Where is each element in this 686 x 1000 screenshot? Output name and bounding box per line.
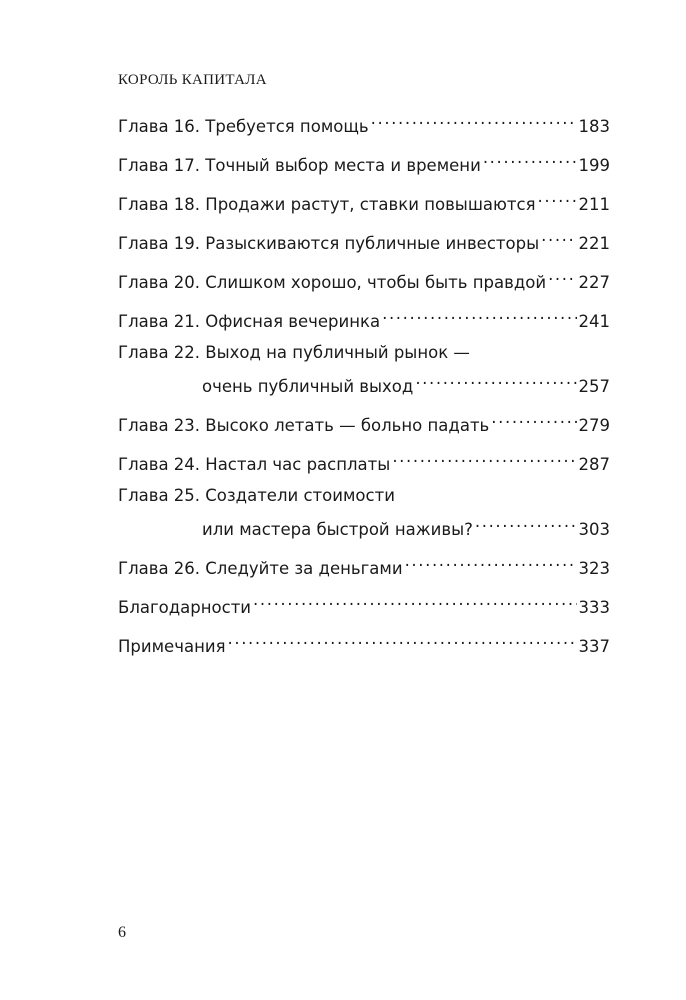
dot-leader — [405, 548, 577, 574]
dot-leader — [392, 444, 576, 470]
toc-page-number: 279 — [578, 416, 610, 435]
toc-entry-title: Глава 19. Разыскиваются публичные инвесторы — [118, 234, 540, 253]
toc-entry-acknowledgments[interactable] — [118, 587, 610, 617]
toc-entry-title: Глава 21. Офисная вечеринка — [118, 312, 381, 331]
table-of-contents — [118, 106, 610, 665]
toc-entry-ch17[interactable] — [118, 145, 610, 175]
toc-entry-title-continued: очень публичный выход — [202, 377, 414, 396]
toc-entry-title: Глава 16. Требуется помощь — [118, 117, 369, 136]
dot-leader — [483, 145, 577, 171]
dot-leader — [228, 626, 577, 652]
toc-page-number: 303 — [578, 520, 610, 539]
toc-entry-title: Глава 17. Точный выбор места и времени — [118, 156, 481, 175]
toc-entry-ch23[interactable] — [118, 405, 610, 435]
toc-page-number: 183 — [578, 117, 610, 136]
toc-entry-title: Глава 18. Продажи растут, ставки повышаются — [118, 195, 536, 214]
dot-leader — [382, 301, 576, 327]
toc-page-number: 199 — [578, 156, 610, 175]
toc-entry-ch16[interactable] — [118, 106, 610, 136]
dot-leader — [475, 509, 577, 535]
toc-entry-title: Глава 26. Следуйте за деньгами — [118, 559, 403, 578]
dot-leader — [371, 106, 577, 132]
toc-entry-ch22[interactable] — [118, 340, 610, 396]
toc-entry-title: Глава 24. Настал час расплаты — [118, 455, 391, 474]
dot-leader — [415, 366, 576, 392]
dot-leader — [548, 262, 576, 288]
toc-entry-ch24[interactable] — [118, 444, 610, 474]
toc-entry-ch20[interactable] — [118, 262, 610, 292]
toc-entry-notes[interactable] — [118, 626, 610, 656]
toc-entry-title: Глава 23. Высоко летать — больно падать — [118, 416, 490, 435]
toc-page-number: 211 — [578, 195, 610, 214]
toc-entry-title: Примечания — [118, 637, 226, 656]
dot-leader — [541, 223, 576, 249]
toc-entry-ch18[interactable] — [118, 184, 610, 214]
toc-entry-ch19[interactable] — [118, 223, 610, 253]
toc-entry-title-continued: или мастера быстрой наживы? — [202, 520, 473, 539]
toc-page-number: 287 — [578, 455, 610, 474]
toc-page-number: 227 — [578, 273, 610, 292]
dot-leader — [253, 587, 576, 613]
toc-page-number: 323 — [578, 559, 610, 578]
toc-page-number: 221 — [578, 234, 610, 253]
dot-leader — [538, 184, 577, 210]
toc-entry-title: Глава 20. Слишком хорошо, чтобы быть правдой — [118, 273, 547, 292]
toc-page-number: 257 — [578, 377, 610, 396]
toc-page-number: 333 — [578, 598, 610, 617]
page-number: 6 — [118, 924, 126, 941]
running-head: КОРОЛЬ КАПИТАЛА — [118, 72, 267, 88]
toc-page-number: 337 — [578, 637, 610, 656]
toc-entry-ch21[interactable] — [118, 301, 610, 331]
dot-leader — [491, 405, 576, 431]
toc-page-number: 241 — [578, 312, 610, 331]
toc-entry-title: Благодарности — [118, 598, 252, 617]
toc-entry-ch25[interactable] — [118, 483, 610, 539]
toc-entry-title: Глава 22. Выход на публичный рынок — — [118, 343, 470, 362]
toc-entry-title: Глава 25. Создатели стоимости — [118, 486, 395, 505]
toc-entry-ch26[interactable] — [118, 548, 610, 578]
